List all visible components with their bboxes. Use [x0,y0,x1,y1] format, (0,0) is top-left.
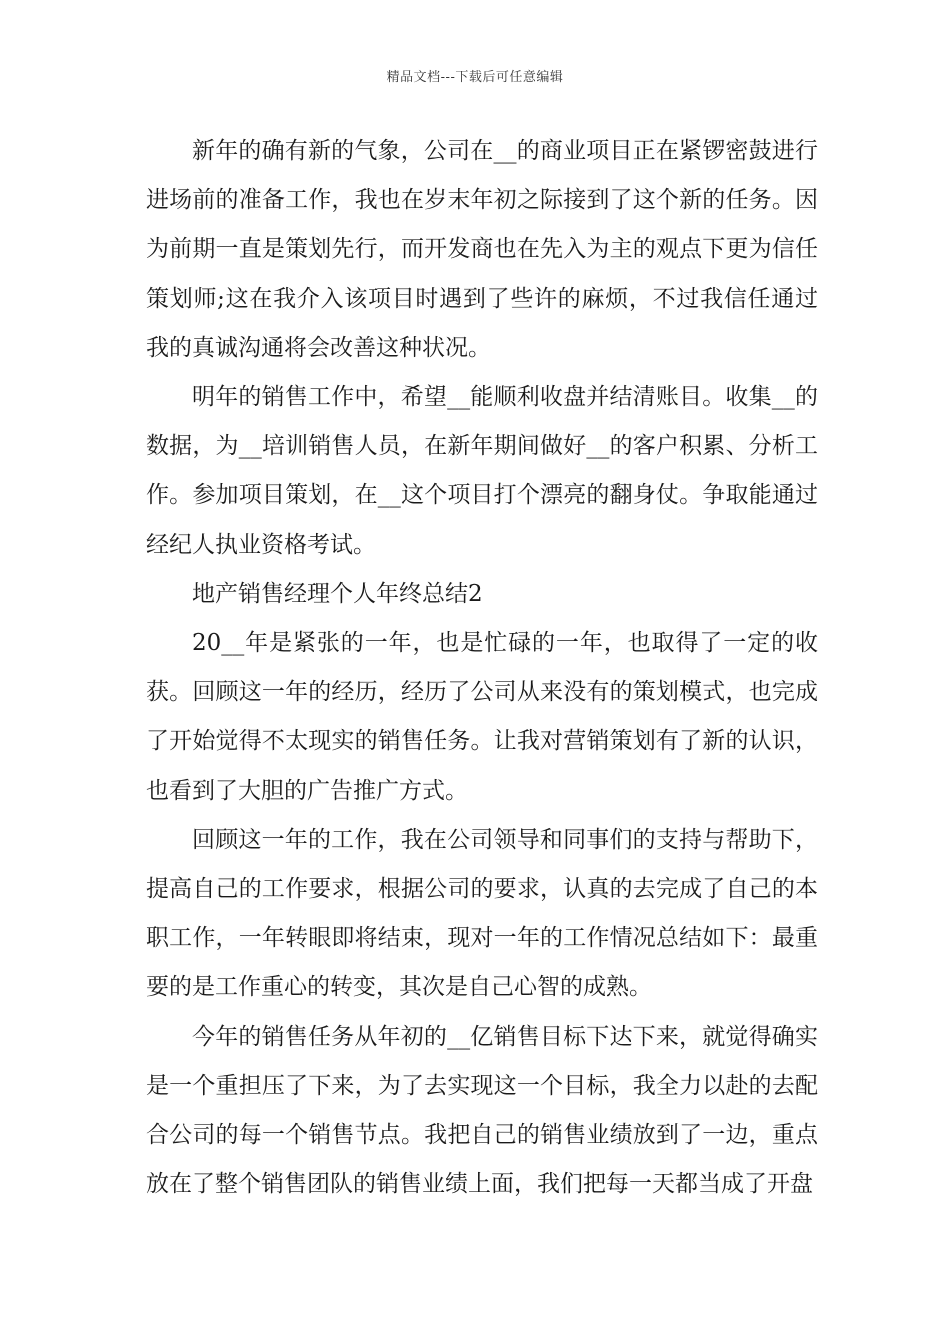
page-header: 精品文档---下载后可任意编辑 [386,70,564,85]
section-heading: 地产销售经理个人年终总结2 [192,580,483,607]
document-body [146,127,818,1209]
paragraph: 新年的确有新的气象，公司在__的商业项目正在紧锣密鼓进行进场前的准备工作，我也在岁末年初之际接到了这个新的任务。因为前期一直是策划先行，而开发商也在先入为主的观点下更为信任策划师;这在我介入该项目时遇到了些许的麻烦，不过我信任通过我的真诚沟通将会改善这种状况。 [146,138,818,361]
paragraph: 今年的销售任务从年初的__亿销售目标下达下来，就觉得确实是一个重担压了下来，为了去实现这一个目标，我全力以赴的去配合公司的每一个销售节点。我把自己的销售业绩放到了一边，重点放在了整个销售团队的销售业绩上面，我们把每一天都当成了开盘 [146,1023,818,1198]
paragraph: 20__年是紧张的一年，也是忙碌的一年，也取得了一定的收获。回顾这一年的经历，经历了公司从来没有的策划模式，也完成了开始觉得不太现实的销售任务。让我对营销策划有了新的认识，也看到了大胆的广告推广方式。 [146,630,818,804]
paragraph: 明年的销售工作中，希望__能顺利收盘并结清账目。收集__的数据，为__培训销售人员，在新年期间做好__的客户积累、分析工作。参加项目策划，在__这个项目打个漂亮的翻身仗。争取能通过经纪人执业资格考试。 [146,384,818,558]
paragraph: 回顾这一年的工作，我在公司领导和同事们的支持与帮助下，提高自己的工作要求，根据公司的要求，认真的去完成了自己的本职工作，一年转眼即将结束，现对一年的工作情况总结如下：最重要的是工作重心的转变，其次是自己心智的成熟。 [146,826,818,1001]
